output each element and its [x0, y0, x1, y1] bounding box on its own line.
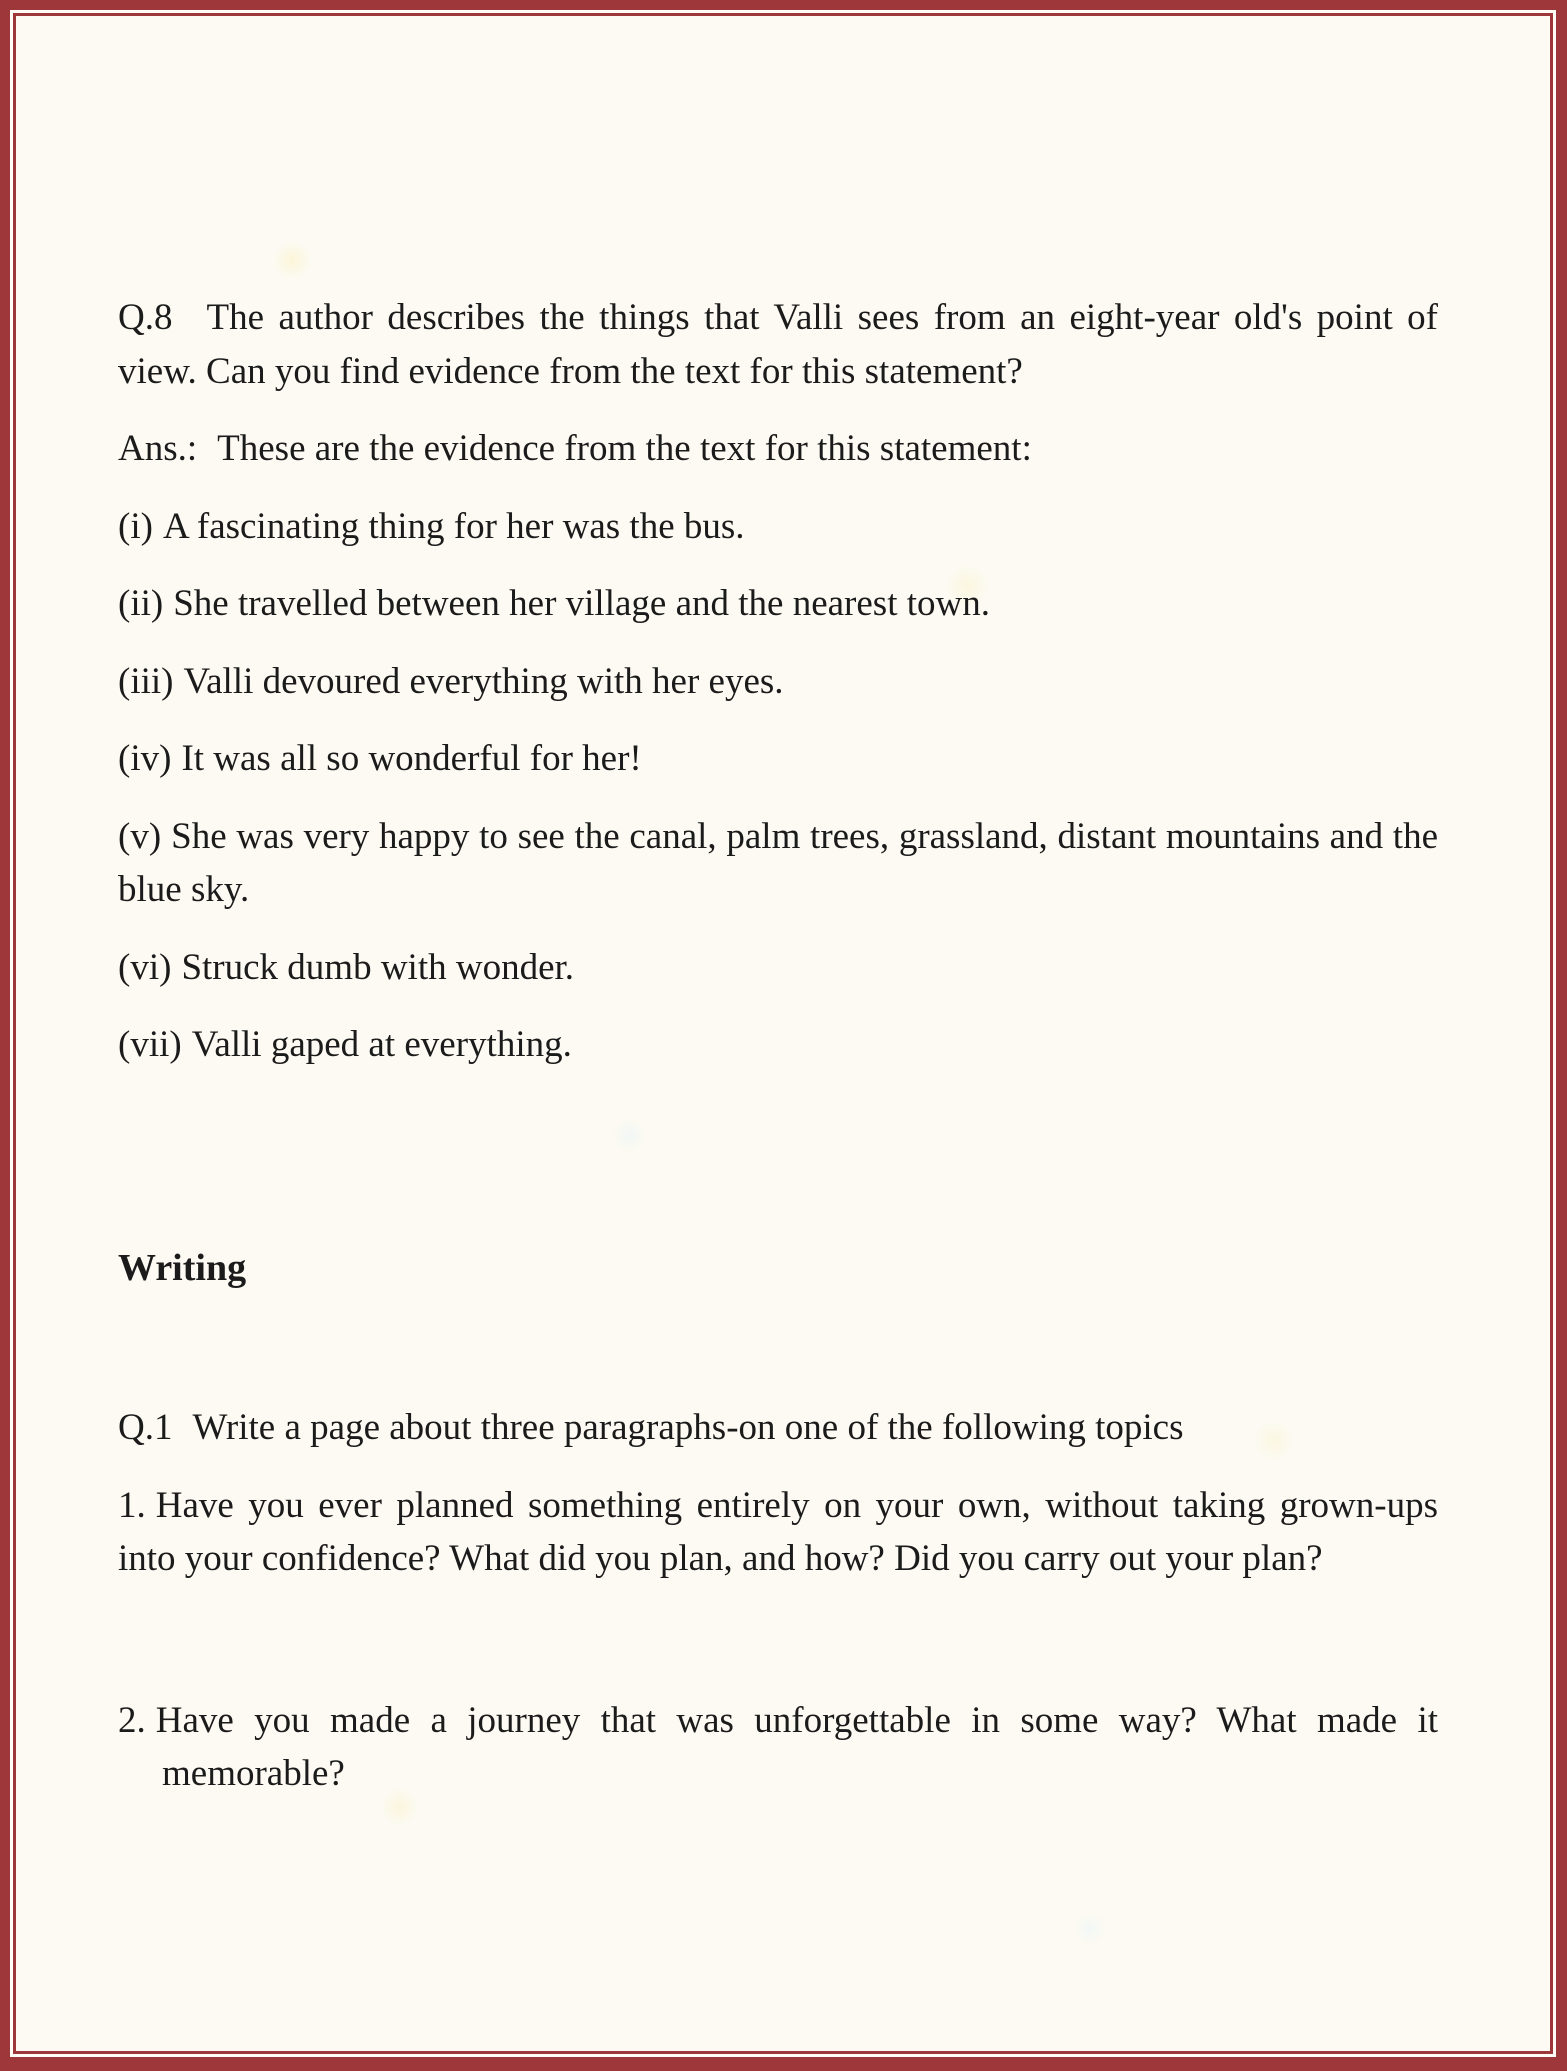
writing-topic-2 [118, 1694, 1438, 1801]
question-1-label: Q.1 [118, 1407, 173, 1448]
page-content [16, 16, 1550, 1801]
evidence-marker: (vi) [118, 946, 172, 988]
evidence-text: Valli gaped at everything. [191, 1024, 572, 1065]
topic-1-text: Have you ever planned something entirely on your own, without taking grown-ups into your confidence? What did you plan, and how? Did you carry out your plan? [118, 1484, 1438, 1579]
evidence-marker: (i) [118, 505, 153, 547]
topic-2-number: 2. [118, 1699, 146, 1741]
evidence-text: It was all so wonderful for her! [181, 738, 642, 779]
evidence-marker: (ii) [118, 583, 164, 624]
evidence-text: She travelled between her village and the nearest town. [173, 583, 990, 624]
question-1-paragraph [118, 1401, 1438, 1455]
topic-2-text: Have you made a journey that was unforgettable in some way? What made it memorable? [155, 1699, 1438, 1794]
evidence-marker: (iii) [118, 660, 174, 702]
evidence-item [118, 500, 1438, 554]
question-1-text: Write a page about three paragraphs-on one of the following topics [192, 1407, 1184, 1448]
answer-intro-paragraph [118, 422, 1438, 476]
writing-topic-1 [118, 1479, 1438, 1586]
evidence-text: She was very happy to see the canal, palm trees, grassland, distant mountains and the blue sky. [118, 815, 1438, 910]
evidence-text: Valli devoured everything with her eyes. [183, 660, 784, 702]
answer-label: Ans.: [118, 428, 198, 469]
evidence-text: A fascinating thing for her was the bus. [162, 505, 745, 547]
writing-section-heading: Writing [118, 1246, 247, 1289]
evidence-marker: (vii) [118, 1024, 182, 1065]
evidence-marker: (v) [118, 815, 162, 857]
page [13, 13, 1553, 2054]
evidence-item [118, 810, 1438, 917]
evidence-item [118, 577, 1438, 631]
evidence-item [118, 1018, 1438, 1072]
evidence-item [118, 732, 1438, 786]
answer-intro-text: These are the evidence from the text for this statement: [217, 428, 1032, 469]
question-8-label: Q.8 [118, 297, 173, 338]
page-frame-gap [10, 10, 1556, 2057]
question-8-text: The author describes the things that Valli sees from an eight-year old's point of view. Can you find evidence from the text for this statement? [118, 297, 1438, 392]
topic-1-number: 1. [118, 1484, 146, 1526]
evidence-item [118, 941, 1438, 995]
evidence-marker: (iv) [118, 738, 172, 779]
evidence-text: Struck dumb with wonder. [181, 946, 575, 988]
question-8-paragraph [118, 291, 1438, 398]
evidence-item [118, 655, 1438, 709]
